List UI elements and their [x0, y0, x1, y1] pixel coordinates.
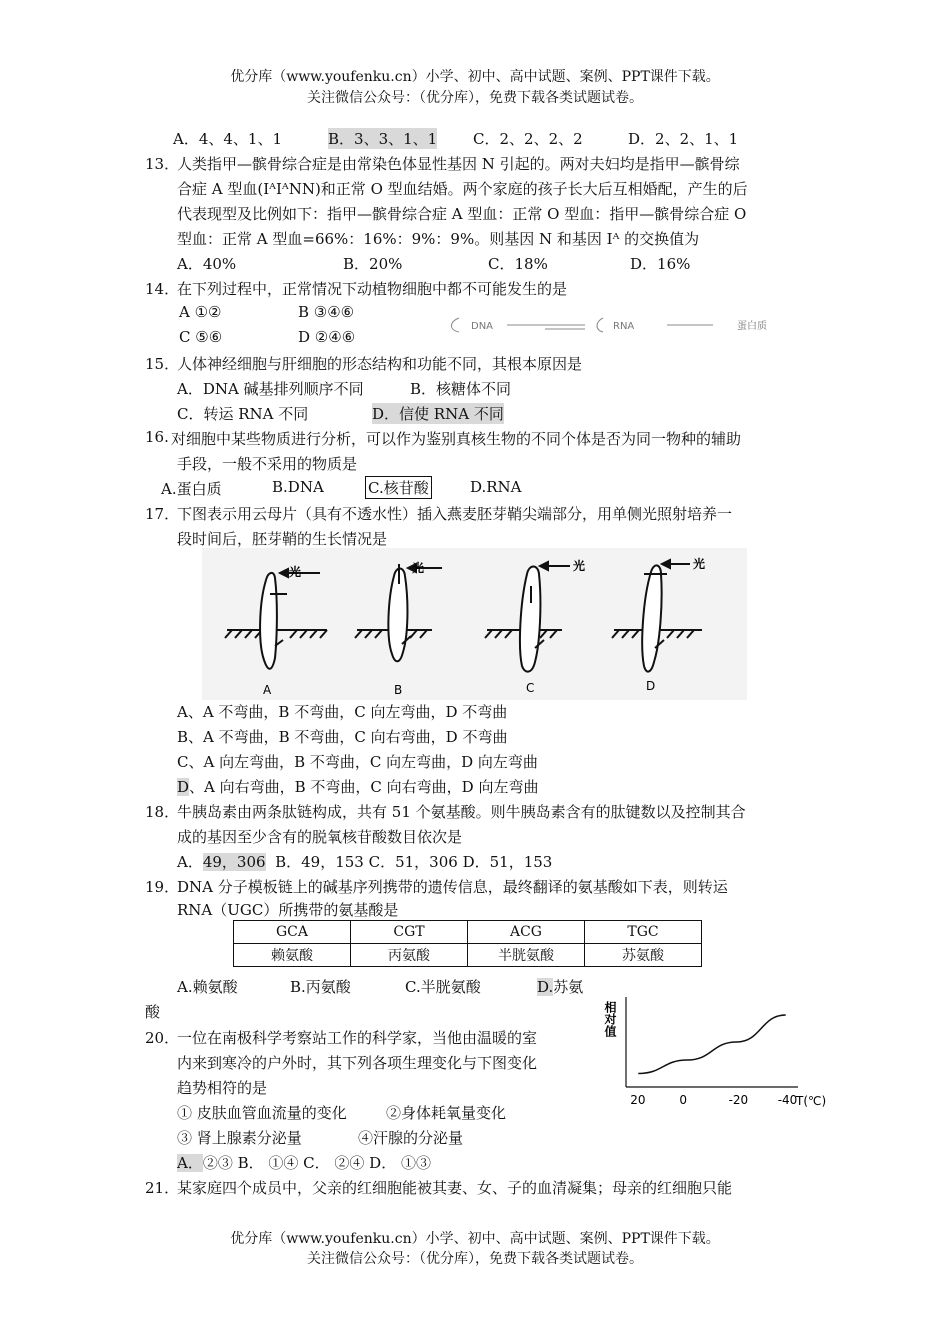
q16-option-c: C.核苷酸 [365, 476, 432, 499]
trend-curve [638, 1015, 785, 1074]
codon-cell: CGT [351, 921, 468, 944]
q17-option-b: B、A 不弯曲，B 不弯曲，C 向右弯曲，D 不弯曲 [177, 728, 508, 746]
central-dogma-diagram [445, 312, 790, 338]
q13-line-1: 人类指甲—髌骨综合症是由常染色体显性基因 N 引起的。两对夫妇均是指甲—髌骨综 [177, 155, 740, 173]
x-axis-label: T(℃) [796, 1094, 827, 1108]
q14-option-c: C ⑤⑥ [179, 328, 223, 346]
q13-option-a: A．40% [177, 255, 237, 273]
q15-number: 15． [145, 355, 180, 373]
q19-number: 19． [145, 878, 180, 896]
diagram-rna-label: RNA [613, 321, 635, 332]
q20-line-2: 内来到寒冷的户外时，其下列各项生理变化与下图变化 [177, 1054, 538, 1072]
rna-replication-arrow [597, 318, 603, 332]
q15-option-a: A．DNA 碱基排列顺序不同 [177, 380, 364, 398]
q20-line-3: 趋势相符的是 [177, 1079, 268, 1097]
codon-cell: GCA [234, 921, 351, 944]
q21-number: 21． [145, 1179, 180, 1197]
x-tick-label: 20 [630, 1093, 646, 1107]
q16-option-b: B.DNA [272, 478, 324, 496]
q18-option-a-letter: A． [177, 853, 203, 871]
figure-label-c: C [526, 681, 535, 695]
q20-number: 20． [145, 1029, 180, 1047]
q20-options [177, 1152, 431, 1173]
light-label-c: 光 [573, 559, 586, 573]
q13-number: 13． [145, 155, 180, 173]
q19-option-d-text: 苏氨 [553, 978, 584, 996]
q18-options [177, 851, 552, 872]
q20-item-3: ③ 肾上腺素分泌量 [177, 1129, 302, 1147]
q20-line-1: 一位在南极科学考察站工作的科学家，当他由温暖的室 [177, 1029, 538, 1047]
q16-line-2: 手段，一般不采用的物质是 [177, 455, 358, 473]
q21-line-1: 某家庭四个成员中，父亲的红细胞能被其妻、女、子的血清凝集；母亲的红细胞只能 [177, 1179, 733, 1197]
q12-option-c: C．2、2、2、2 [473, 130, 583, 148]
q19-line-2: RNA（UGC）所携带的氨基酸是 [177, 901, 399, 919]
coleoptile-figure [202, 548, 747, 700]
q19-option-b: B.丙氨酸 [290, 978, 351, 996]
q13-option-d: D．16% [630, 255, 691, 273]
q14-number: 14． [145, 280, 180, 298]
header-line-2: 关注微信公众号：（优分库），免费下载各类试题试卷。 [307, 90, 643, 106]
q18-number: 18． [145, 803, 180, 821]
q14-option-b: B ③④⑥ [298, 303, 355, 321]
footer-line-2: 关注微信公众号：（优分库），免费下载各类试题试卷。 [307, 1251, 643, 1267]
q12-option-d: D．2、2、1、1 [628, 130, 739, 148]
amino-acid-row [234, 944, 702, 967]
q13-option-b: B．20% [343, 255, 403, 273]
q13-line-4: 型血：正常 A 型血=66%：16%：9%：9%。则基因 N 和基因 Iᴬ 的交换值为 [177, 230, 700, 248]
q20-item-1: ① 皮肤血管血流量的变化 [177, 1104, 347, 1122]
amino-acid-cell: 赖氨酸 [234, 944, 351, 967]
q16-line-1: 对细胞中某些物质进行分析，可以作为鉴别真核生物的不同个体是否为同一物种的辅助 [171, 430, 742, 448]
header-line-1: 优分库（www.youfenku.cn）小学、初中、高中试题、案例、PPT课件下载。 [230, 69, 720, 85]
amino-acid-cell: 丙氨酸 [351, 944, 468, 967]
y-axis-label: 相对值 [603, 1001, 617, 1037]
q15-option-d: D．信使 RNA 不同 [372, 405, 504, 423]
q17-line-1: 下图表示用云母片（具有不透水性）插入燕麦胚芽鞘尖端部分，用单侧光照射培养一 [177, 505, 733, 523]
diagram-protein-label: 蛋白质 [737, 321, 767, 332]
figure-label-b: B [394, 683, 403, 697]
q17-option-c: C、A 向左弯曲，B 不弯曲，C 向左弯曲，D 向左弯曲 [177, 753, 538, 771]
diagram-dna-label: DNA [471, 321, 494, 332]
q14-option-a: A ①② [179, 303, 222, 321]
q13-option-c: C．18% [488, 255, 548, 273]
q17-option-d-letter: D [177, 778, 190, 796]
light-label-b: 光 [412, 561, 425, 575]
q20-options-text: ②③ B． ①④ C． ②④ D． ①③ [202, 1154, 431, 1172]
codon-cell: ACG [468, 921, 585, 944]
q15-option-b: B．核糖体不同 [410, 380, 512, 398]
q19-wrap: 酸 [145, 1003, 161, 1021]
q18-line-2: 成的基因至少含有的脱氧核苷酸数目依次是 [177, 828, 463, 846]
codon-row [234, 921, 702, 944]
q17-option-d-text: 、A 向右弯曲，B 不弯曲，C 向右弯曲，D 向左弯曲 [189, 778, 539, 796]
codon-cell: TGC [585, 921, 702, 944]
q15-option-c: C．转运 RNA 不同 [177, 405, 309, 423]
q17-number: 17． [145, 505, 180, 523]
x-tick-label: -40 [777, 1093, 798, 1107]
light-label-d: 光 [693, 557, 706, 571]
figure-label-d: D [646, 679, 656, 693]
q15-stem: 人体神经细胞与肝细胞的形态结构和功能不同，其根本原因是 [177, 355, 583, 373]
q20-item-4: ④汗腺的分泌量 [358, 1129, 464, 1147]
footer-line-1: 优分库（www.youfenku.cn）小学、初中、高中试题、案例、PPT课件下载。 [230, 1231, 720, 1247]
q16-option-d: D.RNA [470, 478, 522, 496]
q19-line-1: DNA 分子模板链上的碱基序列携带的遗传信息，最终翻译的氨基酸如下表，则转运 [177, 878, 728, 896]
q12-option-a: A．4、4、1、1 [173, 130, 283, 148]
q12-option-b: B．3、3、1、1 [328, 130, 438, 148]
q20-option-a-letter: A． [177, 1154, 203, 1172]
figure-label-a: A [263, 683, 272, 697]
q19-option-a: A.赖氨酸 [177, 978, 238, 996]
x-tick-label: 0 [679, 1093, 688, 1107]
q14-option-d: D ②④⑥ [298, 328, 356, 346]
codon-table [233, 920, 702, 967]
q14-stem: 在下列过程中，正常情况下动植物细胞中都不可能发生的是 [177, 280, 568, 298]
dna-replication-arrow [452, 318, 460, 332]
q13-line-2: 合症 A 型血(IᴬIᴬNN)和正常 O 型血结婚。两个家庭的孩子长大后互相婚配，产生的后 [177, 180, 748, 198]
q16-option-a: A.蛋白质 [161, 480, 222, 498]
q17-option-d [177, 776, 538, 797]
q18-option-a-value: 49，306 [202, 853, 266, 871]
amino-acid-cell: 半胱氨酸 [468, 944, 585, 967]
light-label-a: 光 [289, 565, 302, 579]
q16-number: 16. [145, 428, 169, 446]
q19-option-d [537, 976, 583, 997]
q17-line-2: 段时间后，胚芽鞘的生长情况是 [177, 530, 388, 548]
q18-other-options: B．49，153 C．51，306 D．51，153 [275, 853, 553, 871]
q19-option-c: C.半胱氨酸 [405, 978, 481, 996]
q17-option-a: A、A 不弯曲，B 不弯曲，C 向左弯曲，D 不弯曲 [177, 703, 508, 721]
x-tick-label: -20 [728, 1093, 749, 1107]
temperature-graph [596, 993, 842, 1113]
q18-line-1: 牛胰岛素由两条肽链构成，共有 51 个氨基酸。则牛胰岛素含有的肽键数以及控制其合 [177, 803, 746, 821]
q20-item-2: ②身体耗氧量变化 [386, 1104, 507, 1122]
amino-acid-cell: 苏氨酸 [585, 944, 702, 967]
q19-option-d-letter: D. [537, 978, 554, 996]
q13-line-3: 代表现型及比例如下：指甲—髌骨综合症 A 型血：正常 O 型血：指甲—髌骨综合症 O [177, 205, 747, 223]
